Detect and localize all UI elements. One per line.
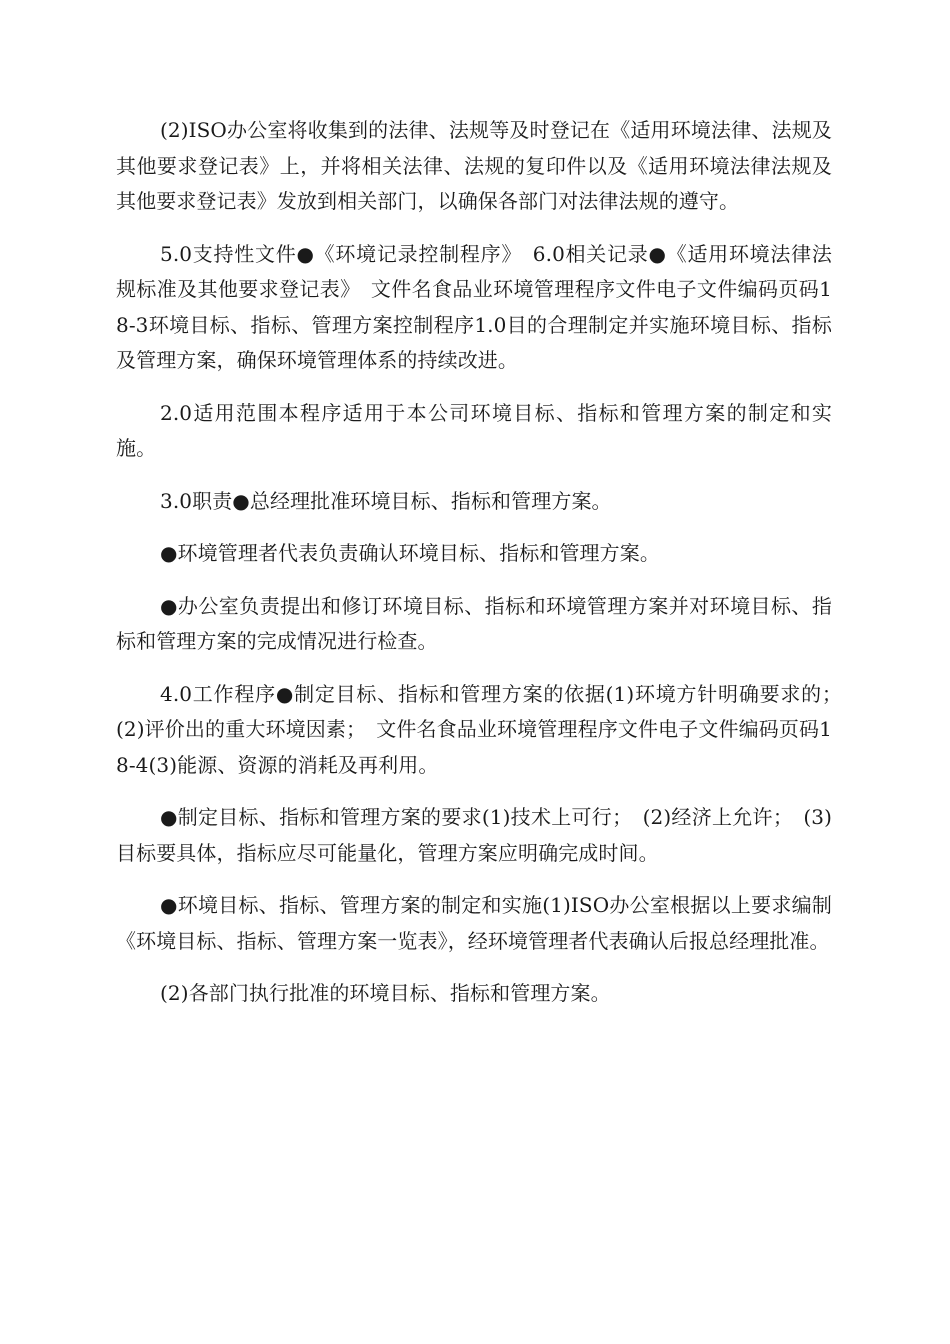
paragraph-implementation: ●环境目标、指标、管理方案的制定和实施(1)ISO办公室根据以上要求编制《环境目标、指标、管理方案一览表》，经环境管理者代表确认后报总经理批准。 <box>116 893 832 953</box>
paragraph-execution: (2)各部门执行批准的环境目标、指标和管理方案。 <box>160 981 611 1005</box>
document-page <box>116 113 853 1012</box>
paragraph-supporting-documents: 5.0支持性文件●《环境记录控制程序》 6.0相关记录●《适用环境法律法规标准及其他要求登记表》 文件名食品业环境管理程序文件电子文件编码页码18-3环境目标、指标、管理方案控制程序1.0目的合理制定并实施环境目标、指标及管理方案，确保环境管理体系的持续改进。 <box>116 241 832 372</box>
paragraph-registration: (2)ISO办公室将收集到的法律、法规等及时登记在《适用环境法律、法规及其他要求登记表》上，并将相关法律、法规的复印件以及《适用环境法律法规及其他要求登记表》发放到相关部门，以确保各部门对法律法规的遵守。 <box>116 118 832 213</box>
paragraph-management-representative: ●环境管理者代表负责确认环境目标、指标和管理方案。 <box>160 541 660 565</box>
paragraph-requirements: ●制定目标、指标和管理方案的要求(1)技术上可行； (2)经济上允许； (3)目标要具体，指标应尽可能量化，管理方案应明确完成时间。 <box>116 805 832 865</box>
paragraph-responsibilities: 3.0职责●总经理批准环境目标、指标和管理方案。 <box>160 488 612 513</box>
paragraph-work-procedure: 4.0工作程序●制定目标、指标和管理方案的依据(1)环境方针明确要求的； (2)评价出的重大环境因素； 文件名食品业环境管理程序文件电子文件编码页码18-4(3)能源、资源的消耗及再利用。 <box>116 681 853 777</box>
paragraph-scope: 2.0适用范围本程序适用于本公司环境目标、指标和管理方案的制定和实施。 <box>116 400 832 460</box>
paragraph-office-duties: ●办公室负责提出和修订环境目标、指标和环境管理方案并对环境目标、指标和管理方案的完成情况进行检查。 <box>116 593 832 653</box>
